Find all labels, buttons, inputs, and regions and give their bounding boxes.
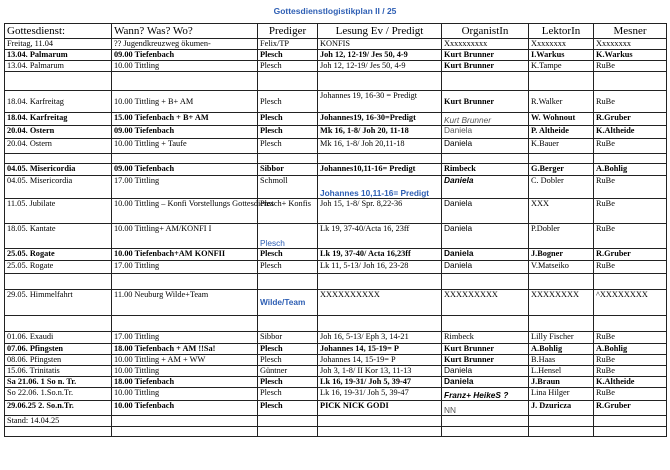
cell-when-what-where: 09.00 Tiefenbach	[112, 50, 258, 61]
cell-sexton: RuBe	[594, 176, 667, 199]
cell-preacher: Plesch	[258, 91, 318, 113]
cell-lector: K.Tampe	[529, 61, 594, 72]
cell-preacher: Plesch	[258, 126, 318, 139]
cell-preacher: Plesch	[258, 388, 318, 401]
cell-organist: Rimbeck	[442, 332, 529, 344]
table-row	[5, 332, 667, 344]
table-row	[5, 199, 667, 224]
header-lektorin: LektorIn	[529, 24, 594, 39]
cell-sexton: R.Gruber	[594, 249, 667, 261]
cell-when-what-where: 17.00 Tittling	[112, 176, 258, 199]
cell-preacher: Plesch	[258, 355, 318, 366]
cell-service: So 22.06. 1.So.n.Tr.	[5, 388, 112, 401]
cell-organist: Daniela	[442, 126, 529, 139]
cell-service: 01.06. Exaudi	[5, 332, 112, 344]
cell-reading: Mk 16, 1-8/ Joh 20, 11-18	[318, 126, 442, 139]
cell-lector: Lina Hilger	[529, 388, 594, 401]
cell-preacher: Plesch	[258, 50, 318, 61]
cell-reading: KONFIS	[318, 39, 442, 50]
cell-service: 15.06. Trinitatis	[5, 366, 112, 377]
cell-sexton: A.Bohlig	[594, 344, 667, 355]
cell-lector: J.Bogner	[529, 249, 594, 261]
cell-when-what-where: 09.00 Tiefenbach	[112, 126, 258, 139]
cell-sexton: RuBe	[594, 388, 667, 401]
cell-when-what-where: 18.00 Tiefenbach + AM !!Sa!	[112, 344, 258, 355]
cell-preacher: Plesch+ Konfis	[258, 199, 318, 224]
cell-lector: Xxxxxxxx	[529, 39, 594, 50]
cell-preacher: Schmoll	[258, 176, 318, 199]
header-wann-was-wo: Wann? Was? Wo?	[112, 24, 258, 39]
cell-service: 25.05. Rogate	[5, 249, 112, 261]
cell-when-what-where: ?? Jugendkreuzweg ökumen-	[112, 39, 258, 50]
cell-reading: Lk 19, 37-40/ Acta 16,23ff	[318, 249, 442, 261]
document-title: Gottesdienstlogistikplan II / 25	[273, 6, 397, 16]
cell-reading: Lk 19, 37-40/Acta 16, 23ff	[318, 224, 442, 249]
table-row	[5, 113, 667, 126]
header-mesner: Mesner	[594, 24, 667, 39]
cell-lector: V.Matseiko	[529, 261, 594, 274]
table-row	[5, 355, 667, 366]
cell-lector: B.Haas	[529, 355, 594, 366]
cell-service: 18.05. Kantate	[5, 224, 112, 249]
cell-reading: Johannes 14, 15-19= P	[318, 355, 442, 366]
table-row	[5, 224, 667, 249]
cell-organist: Kurt Brunner	[442, 344, 529, 355]
table-row-empty	[5, 72, 667, 91]
cell-reading: Johannes 10,11-16= Predigt	[318, 176, 442, 199]
cell-preacher: Sibbor	[258, 332, 318, 344]
cell-organist: Kurt Brunner	[442, 50, 529, 61]
cell-lector: P. Altheide	[529, 126, 594, 139]
cell-organist: Kurt Brunner	[442, 355, 529, 366]
cell-lector: Lilly Fischer	[529, 332, 594, 344]
cell-when-what-where: 17.00 Tittling	[112, 261, 258, 274]
cell-service: Sa 21.06. 1 So n. Tr.	[5, 377, 112, 388]
cell-lector: J. Dzuricza	[529, 401, 594, 416]
cell-reading: Johannes19, 16-30=Predigt	[318, 113, 442, 126]
table-row-empty	[5, 274, 667, 290]
cell-when-what-where: 10.00 Tittling	[112, 388, 258, 401]
cell-sexton: RuBe	[594, 366, 667, 377]
cell-organist: Daniela	[442, 261, 529, 274]
cell-reading: Johannes 19, 16-30 = Predigt	[318, 91, 442, 113]
cell-service: 20.04. Ostern	[5, 139, 112, 154]
header-prediger: Prediger	[258, 24, 318, 39]
cell-reading: Joh 15, 1-8/ Spr. 8,22-36	[318, 199, 442, 224]
cell-preacher: Plesch	[258, 249, 318, 261]
cell-preacher: Güntner	[258, 366, 318, 377]
table-row-empty	[5, 154, 667, 164]
cell-when-what-where: 10.00 Tittling – Konfi Vorstellungs Gottesdienst	[112, 199, 258, 224]
cell-preacher: Plesch	[258, 344, 318, 355]
cell-service: 29.05. Himmelfahrt	[5, 290, 112, 316]
cell-sexton: RuBe	[594, 332, 667, 344]
cell-preacher: Plesch	[258, 61, 318, 72]
cell-service: 25.05. Rogate	[5, 261, 112, 274]
cell-reading: Lk 11, 5-13/ Joh 16, 23-28	[318, 261, 442, 274]
cell-preacher: Plesch	[258, 401, 318, 416]
cell-preacher: Plesch	[258, 377, 318, 388]
cell-lector: G.Berger	[529, 164, 594, 176]
table-row	[5, 39, 667, 50]
cell-preacher: Plesch	[258, 139, 318, 154]
table-header-row	[5, 24, 667, 39]
table-row	[5, 91, 667, 113]
cell-reading: Johannes10,11-16= Predigt	[318, 164, 442, 176]
cell-preacher: Plesch	[258, 224, 318, 249]
cell-reading: Mk 16, 1-8/ Joh 20,11-18	[318, 139, 442, 154]
cell-lector: K.Bauer	[529, 139, 594, 154]
cell-preacher: Sibbor	[258, 164, 318, 176]
table-row	[5, 50, 667, 61]
cell-lector: I.Warkus	[529, 50, 594, 61]
cell-when-what-where: 10.00 Tittling + B+ AM	[112, 91, 258, 113]
cell-service: 08.06. Pfingsten	[5, 355, 112, 366]
cell-organist: Daniela	[442, 139, 529, 154]
table-row	[5, 366, 667, 377]
cell-when-what-where: 11.00 Neuburg Wilde+Team	[112, 290, 258, 316]
table-row	[5, 261, 667, 274]
cell-sexton: RuBe	[594, 224, 667, 249]
cell-service: 04.05. Misericordia	[5, 164, 112, 176]
table-row	[5, 377, 667, 388]
cell-organist: Daniela	[442, 176, 529, 199]
service-plan-table	[4, 23, 667, 437]
cell-organist: Daniela	[442, 224, 529, 249]
cell-sexton: RuBe	[594, 199, 667, 224]
cell-lector: L.Hensel	[529, 366, 594, 377]
cell-sexton: ^XXXXXXXX	[594, 290, 667, 316]
cell-when-what-where: 10.00 Tittling+ AM/KONFI I	[112, 224, 258, 249]
cell-organist: Daniela	[442, 249, 529, 261]
cell-reading: Lk 16, 19-31/ Joh 5, 39-47	[318, 377, 442, 388]
cell-when-what-where: 10.00 Tiefenbach	[112, 401, 258, 416]
cell-sexton: K.Altheide	[594, 126, 667, 139]
cell-preacher: Felix/TP	[258, 39, 318, 50]
table-row	[5, 126, 667, 139]
cell-when-what-where: 09.00 Tiefenbach	[112, 164, 258, 176]
table-row	[5, 61, 667, 72]
cell-sexton: RuBe	[594, 91, 667, 113]
table-row	[5, 401, 667, 416]
cell-lector: P.Dobler	[529, 224, 594, 249]
table-row	[5, 139, 667, 154]
cell-lector: A.Bohlig	[529, 344, 594, 355]
cell-service: 07.06. Pfingsten	[5, 344, 112, 355]
cell-when-what-where: 10.00 Tittling + Taufe	[112, 139, 258, 154]
table-row-empty	[5, 316, 667, 332]
cell-reading: Joh 12, 12-19/ Jes 50, 4-9	[318, 50, 442, 61]
cell-reading: Joh 16, 5-13/ Eph 3, 14-21	[318, 332, 442, 344]
cell-when-what-where: 10.00 Tittling + AM + WW	[112, 355, 258, 366]
table-row-empty	[5, 427, 667, 437]
cell-preacher: Plesch	[258, 261, 318, 274]
table-row	[5, 344, 667, 355]
cell-organist: XXXXXXXXX	[442, 290, 529, 316]
cell-service: 13.04. Palmarum	[5, 61, 112, 72]
table-row-status	[5, 416, 667, 427]
cell-lector: R.Walker	[529, 91, 594, 113]
cell-when-what-where: 18.00 Tiefenbach	[112, 377, 258, 388]
cell-lector: XXXXXXXX	[529, 290, 594, 316]
cell-sexton: R.Gruber	[594, 401, 667, 416]
cell-when-what-where: 15.00 Tiefenbach + B+ AM	[112, 113, 258, 126]
cell-sexton: RuBe	[594, 355, 667, 366]
table-row	[5, 290, 667, 316]
cell-organist: Daniela	[442, 377, 529, 388]
cell-organist: Daniela	[442, 366, 529, 377]
cell-organist: NN	[442, 401, 529, 416]
cell-service: 20.04. Ostern	[5, 126, 112, 139]
cell-lector: W. Wohnout	[529, 113, 594, 126]
cell-service: 04.05. Misericordia	[5, 176, 112, 199]
cell-sexton: RuBe	[594, 61, 667, 72]
cell-organist: Xxxxxxxxxx	[442, 39, 529, 50]
cell-service: 13.04. Palmarum	[5, 50, 112, 61]
cell-lector: C. Dobler	[529, 176, 594, 199]
cell-organist: Kurt Brunner	[442, 61, 529, 72]
cell-sexton: Xxxxxxxx	[594, 39, 667, 50]
cell-reading: Joh 12, 12-19/ Jes 50, 4-9	[318, 61, 442, 72]
cell-lector: XXX	[529, 199, 594, 224]
cell-sexton: K.Altheide	[594, 377, 667, 388]
cell-sexton: A.Bohlig	[594, 164, 667, 176]
table-row	[5, 388, 667, 401]
cell-preacher: Plesch	[258, 113, 318, 126]
cell-organist: Rimbeck	[442, 164, 529, 176]
cell-reading: Joh 3, 1-8/ II Kor 13, 11-13	[318, 366, 442, 377]
header-organistin: OrganistIn	[442, 24, 529, 39]
cell-service: 18.04. Karfreitag	[5, 91, 112, 113]
cell-reading: PICK NICK GODI	[318, 401, 442, 416]
cell-sexton: R.Gruber	[594, 113, 667, 126]
cell-when-what-where: 10.00 Tiefenbach+AM KONFII	[112, 249, 258, 261]
cell-organist: Franz+ HeikeS ?	[442, 388, 529, 401]
cell-sexton: K.Warkus	[594, 50, 667, 61]
cell-service: Freitag, 11.04	[5, 39, 112, 50]
cell-sexton: RuBe	[594, 261, 667, 274]
cell-lector: J.Braun	[529, 377, 594, 388]
cell-when-what-where: 10.00 Tittling	[112, 61, 258, 72]
header-gottesdienst: Gottesdienst:	[5, 24, 112, 39]
cell-reading: XXXXXXXXXX	[318, 290, 442, 316]
cell-organist: Kurt Brunner	[442, 91, 529, 113]
cell-organist: Kurt Brunner	[442, 113, 529, 126]
table-row	[5, 164, 667, 176]
cell-reading: Lk 16, 19-31/ Joh 5, 39-47	[318, 388, 442, 401]
cell-preacher: Wilde/Team	[258, 290, 318, 316]
table-row	[5, 176, 667, 199]
cell-service: 29.06.25 2. So.n.Tr.	[5, 401, 112, 416]
cell-service: 18.04. Karfreitag	[5, 113, 112, 126]
cell-organist: Daniela	[442, 199, 529, 224]
header-lesung: Lesung Ev / Predigt	[318, 24, 442, 39]
status-note: Stand: 14.04.25	[5, 416, 112, 427]
cell-when-what-where: 10.00 Tittling	[112, 366, 258, 377]
table-row	[5, 249, 667, 261]
cell-when-what-where: 17.00 Tittling	[112, 332, 258, 344]
cell-sexton: RuBe	[594, 139, 667, 154]
cell-service: 11.05. Jubilate	[5, 199, 112, 224]
cell-reading: Johannes 14, 15-19= P	[318, 344, 442, 355]
